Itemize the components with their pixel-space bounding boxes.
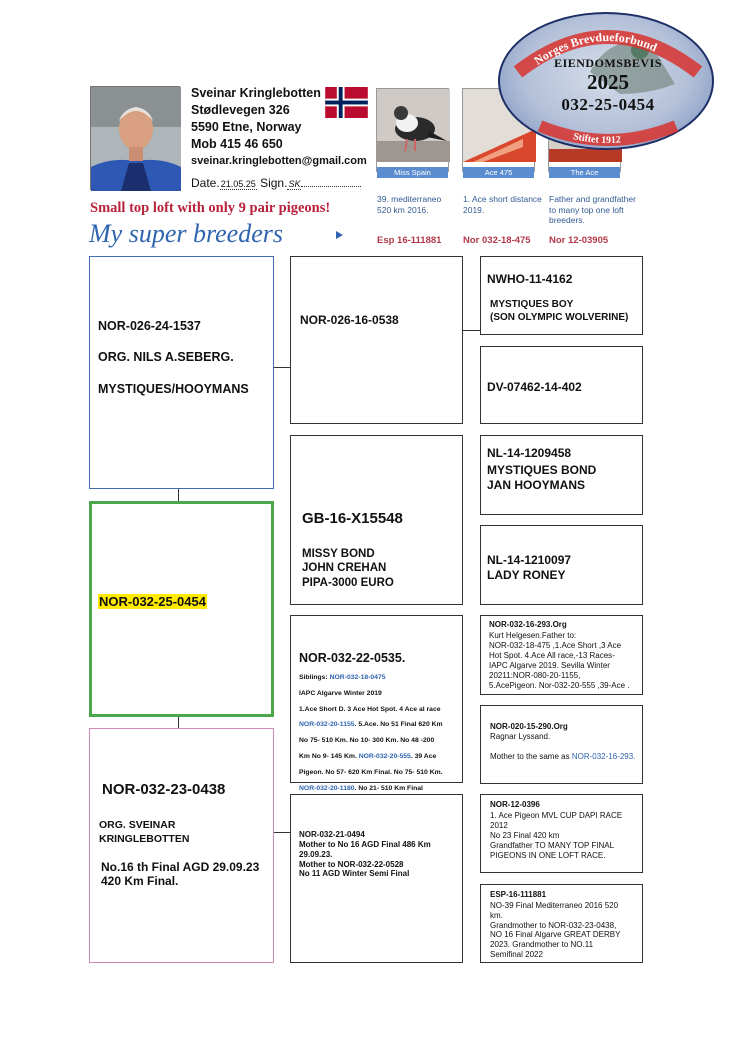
breeder-caption: Ace 475 bbox=[463, 167, 534, 178]
sds-ring: NL-14-1209458 bbox=[487, 446, 572, 460]
owner-email[interactable]: sveinar.kringlebotten@gmail.com bbox=[191, 155, 367, 167]
dsd-box[interactable] bbox=[480, 705, 643, 784]
sire-line: MYSTIQUES/HOOYMANS bbox=[98, 382, 249, 396]
sire-sire-ring: NOR-026-16-0538 bbox=[300, 313, 399, 327]
ddd-box[interactable] bbox=[480, 884, 643, 963]
date-label: Date. bbox=[191, 176, 220, 190]
dsd-mother-link[interactable]: NOR-032-16-293. bbox=[571, 752, 636, 761]
dam-sire-ring: NOR-032-22-0535. bbox=[299, 651, 406, 665]
breeder-ring: Nor 12-03905 bbox=[549, 235, 609, 246]
sss-box[interactable] bbox=[480, 256, 643, 335]
connector bbox=[178, 717, 179, 728]
dam-breeder: ORG. SVEINAR KRINGLEBOTTEN bbox=[99, 819, 190, 845]
stamp-founded: Stiftet 1912 bbox=[572, 131, 622, 147]
breeder-ring: Esp 16-111881 bbox=[377, 235, 442, 246]
date-sign-line bbox=[191, 176, 361, 190]
arrow-right-icon bbox=[336, 231, 343, 239]
dds-box[interactable] bbox=[480, 794, 643, 873]
dsd-notes: Ragnar Lyssand. bbox=[490, 732, 551, 741]
sss-notes: MYSTIQUES BOY (SON OLYMPIC WOLVERINE) bbox=[490, 299, 629, 323]
dds-ring: NOR-12-0396 bbox=[490, 800, 540, 809]
sibling-link[interactable]: NOR-032-20-1155 bbox=[299, 721, 355, 729]
breeder-description: 1. Ace short distance 2019. bbox=[463, 194, 542, 215]
slogan: Small top loft with only 9 pair pigeons! bbox=[90, 200, 331, 216]
dam-sire-box[interactable] bbox=[290, 615, 463, 792]
sibling-link[interactable]: NOR-032-18-0475 bbox=[329, 674, 386, 681]
dam-dam-box[interactable] bbox=[290, 794, 463, 963]
sds-notes: MYSTIQUES BOND JAN HOOYMANS bbox=[487, 463, 597, 492]
subject-box[interactable] bbox=[89, 501, 274, 717]
dam-dam-notes: Mother to No 16 AGD Final 486 Km 29.09.23. Mother to NOR-032-22-0528 No 11 AGD Winter Semi Final bbox=[299, 840, 431, 879]
sire-dam-box[interactable] bbox=[290, 435, 463, 605]
breeder-ring: Nor 032-18-475 bbox=[463, 235, 531, 246]
owner-city: 5590 Etne, Norway bbox=[191, 120, 302, 134]
stamp-year: 2025 bbox=[587, 70, 629, 94]
breeder-photo-miss-spain bbox=[376, 88, 449, 177]
sire-ring: NOR-026-24-1537 bbox=[98, 319, 201, 333]
dss-notes: Kurt Helgesen.Father to: NOR-032-18-475 ,1.Ace Short ,3 Ace Hot Spot. 4.Ace All race,-13 Races- IAPC Algarve 2019. Sevilla Winter 20211:NOR-080-20-1155, 5.AcePigeon. Nor-032-20-555 ,39-Ace . bbox=[489, 631, 630, 691]
breeder-description: 39. mediterraneo 520 km 2016. bbox=[377, 194, 442, 215]
sire-dam-notes: MISSY BOND JOHN CREHAN PIPA-3000 EURO bbox=[302, 548, 394, 589]
sdd-notes: LADY RONEY bbox=[487, 568, 566, 582]
sign-label: Sign. bbox=[260, 176, 288, 190]
connector bbox=[178, 489, 179, 501]
dsd-ring: NOR-020-15-290.Org bbox=[490, 722, 568, 731]
dam-ring: NOR-032-23-0438 bbox=[102, 781, 226, 798]
dam-sire-notes: Siblings: NOR-032-18-0475 IAPC Algarve Winter 2019 1.Ace Short D. 3 Ace Hot Spot. 4 Ace al race NOR-032-20-1155. 5.Ace. No 51 Final 620 Km No 75- 510 Km. No 10- 300 Km. No 48 -200 Km No 9- 145 Km. NOR-032-20-555. 39 Ace Pigeon. No 57- 620 Km Final. No 75- 510 Km. NOR-032-20-1180. No 21- 510 Km Final bbox=[299, 674, 443, 792]
dam-notes: No.16 th Final AGD 29.09.23 420 Km Final. bbox=[101, 860, 260, 889]
dss-ring: NOR-032-16-293.Org bbox=[489, 620, 567, 629]
breeders-title: My super breeders bbox=[89, 219, 283, 248]
stamp-org: Norges Brevdueforbund bbox=[531, 29, 660, 68]
connector bbox=[463, 330, 480, 331]
sire-dam-ring: GB-16-X15548 bbox=[302, 510, 403, 527]
dsd-mother-line: Mother to the same as NOR-032-16-293. bbox=[490, 752, 636, 761]
owner-phone: Mob 415 46 650 bbox=[191, 137, 283, 151]
owner-name: Sveinar Kringlebotten bbox=[191, 86, 321, 100]
owner-photo bbox=[90, 86, 180, 190]
stamp-title: EIENDOMSBEVIS bbox=[554, 56, 662, 70]
breeder-caption: The Ace bbox=[549, 167, 620, 178]
sdd-ring: NL-14-1210097 bbox=[487, 553, 572, 567]
breeder-description: Father and grandfather to many top one loft breeders. bbox=[549, 194, 636, 226]
sibling-link[interactable]: NOR-032-20-1180 bbox=[299, 784, 355, 792]
sds-box[interactable] bbox=[480, 435, 643, 515]
dss-box[interactable] bbox=[480, 615, 643, 695]
owner-street: Stødlevegen 326 bbox=[191, 103, 290, 117]
connector bbox=[274, 367, 290, 368]
dds-notes: 1. Ace Pigeon MVL CUP DAPI RACE 2012 No 23 Final 420 km Grandfather TO MANY TOP FINAL PIGEONS IN ONE LOFT RACE. bbox=[490, 811, 623, 860]
stamp-ring: 032-25-0454 bbox=[561, 95, 655, 114]
sire-box[interactable] bbox=[89, 256, 274, 489]
connector bbox=[274, 832, 290, 833]
ssd-ring: DV-07462-14-402 bbox=[487, 380, 582, 394]
sdd-box[interactable] bbox=[480, 525, 643, 605]
signature: SK bbox=[288, 179, 301, 189]
norway-flag-icon bbox=[325, 87, 368, 118]
sire-sire-box[interactable] bbox=[290, 256, 463, 424]
ddd-ring: ESP-16-111881 bbox=[490, 890, 547, 899]
sibling-link[interactable]: NOR-032-20-555 bbox=[358, 752, 411, 760]
subject-ring: NOR-032-25-0454 bbox=[99, 594, 206, 609]
ddd-notes: NO-39 Final Mediterraneo 2016 520 km. Grandmother to NOR-032-23-0438, NO 16 Final Algarve GREAT DERBY 2023. Grandmother to NO.11 Semifinal 2022 bbox=[490, 901, 621, 959]
date-value: 21.05.25 bbox=[220, 179, 256, 189]
svg-text:Stiftet 1912 bbox=[572, 131, 621, 146]
dam-dam-ring: NOR-032-21-0494 bbox=[299, 830, 365, 839]
dam-box[interactable] bbox=[89, 728, 274, 963]
sss-ring: NWHO-11-4162 bbox=[487, 272, 573, 286]
breeder-caption: Miss Spain bbox=[377, 167, 448, 178]
ssd-box[interactable] bbox=[480, 346, 643, 424]
sire-breeder: ORG. NILS A.SEBERG. bbox=[98, 350, 234, 364]
